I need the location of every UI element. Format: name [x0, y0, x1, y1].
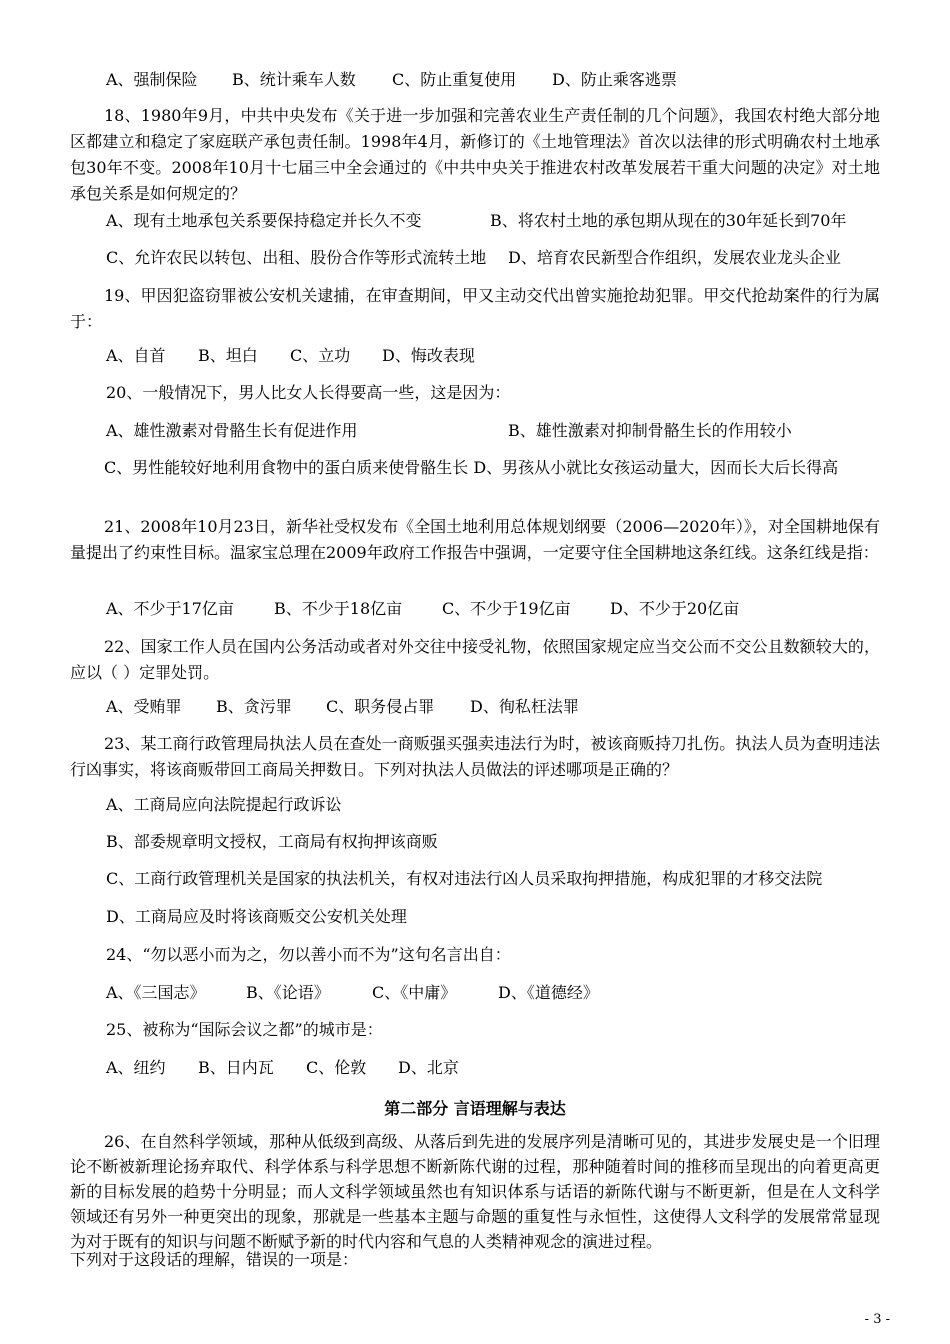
option: D、《道德经》: [498, 983, 599, 1002]
option: C、防止重复使用: [392, 70, 517, 89]
question-25: 25、被称为“国际会议之都”的城市是：: [106, 1020, 383, 1039]
question-19: 19、甲因犯盗窃罪被公安机关逮捕，在审查期间，甲又主动交代出曾实施抢劫犯罪。甲交代抢劫案件的行为属于：: [70, 286, 880, 331]
q18-option-a: A、现有土地承包关系要保持稳定并长久不变: [106, 211, 422, 230]
q19-options: [106, 346, 475, 366]
option: D、徇私枉法罪: [470, 697, 579, 716]
q17-options: [106, 70, 677, 90]
page-number: - 3 -: [864, 1312, 890, 1327]
option: A、《三国志》: [106, 983, 206, 1002]
option: D、北京: [398, 1058, 459, 1077]
question-21: 21、2008年10月23日，新华社受权发布《全国土地利用总体规划纲要（2006—2020年）》，对全国耕地保有量提出了约束性目标。温家宝总理在2009年政府工作报告中强调，一定要守住全国耕地这条红线。这条红线是指：: [70, 517, 880, 562]
q25-options: [106, 1058, 459, 1078]
option: C、职务侵占罪: [326, 697, 435, 716]
option: C、不少于19亿亩: [442, 599, 571, 618]
option: A、不少于17亿亩: [106, 599, 234, 618]
question-23: 23、某工商行政管理局执法人员在查处一商贩强买强卖违法行为时，被该商贩持刀扎伤。执法人员为查明违法行凶事实，将该商贩带回工商局关押数日。下列对执法人员做法的评述哪项是正确的？: [70, 734, 880, 779]
question-22: 22、国家工作人员在国内公务活动或者对外交往中接受礼物，依照国家规定应当交公而不交公且数额较大的，应以（ ）定罪处罚。: [70, 637, 880, 682]
q20-option-b: B、雄性激素对抑制骨骼生长的作用较小: [508, 421, 792, 440]
option: A、强制保险: [106, 70, 198, 89]
option: C、立功: [290, 346, 351, 365]
option: B、坦白: [198, 346, 258, 365]
q23-option-d: D、工商局应及时将该商贩交公安机关处理: [106, 907, 407, 926]
question-18: 18、1980年9月，中共中央发布《关于进一步加强和完善农业生产责任制的几个问题》，我国农村绝大部分地区都建立和稳定了家庭联产承包责任制。1998年4月，新修订的《土地管理法》首次以法律的形式明确农村土地承包30年不变。2008年10月十七届三中全会通过的《中共中央关于推进农村改革发展若干重大问题的决定》对土地承包关系是如何规定的？: [70, 106, 880, 203]
option: A、受贿罪: [106, 697, 182, 716]
section-heading: 第二部分 言语理解与表达: [384, 1099, 566, 1118]
q18-option-c: C、允许农民以转包、出租、股份合作等形式流转土地: [106, 248, 487, 267]
option: D、悔改表现: [382, 346, 475, 365]
q18-option-d: D、培育农民新型合作组织，发展农业龙头企业: [508, 248, 841, 267]
option: B、日内瓦: [198, 1058, 274, 1077]
question-24: 24、“勿以恶小而为之，勿以善小而不为”这句名言出自：: [106, 945, 511, 964]
question-26: 26、在自然科学领域，那种从低级到高级、从落后到先进的发展序列是清晰可见的，其进步发展史是一个旧理论不断被新理论扬弃取代、科学体系与科学思想不断新陈代谢的过程，那种随着时间的推移而呈现出的向着更高更新的目标发展的趋势十分明显；而人文科学领域虽然也有知识体系与话语的新陈代谢与不断更新，但是在人文科学领域还有另外一种更突出的现象，那就是一些基本主题与命题的重复性与永恒性，这使得人文科学的发展常常显现为对于既有的知识与问题不断赋予新的时代内容和气息的人类精神观念的演进过程。: [70, 1132, 880, 1251]
option: B、贪污罪: [216, 697, 292, 716]
q20-options-cd: C、男性能较好地利用食物中的蛋白质来使骨骼生长 D、男孩从小就比女孩运动量大，因而长大后长得高: [104, 458, 839, 477]
option: A、纽约: [106, 1058, 166, 1077]
option: C、伦敦: [306, 1058, 367, 1077]
option: B、《论语》: [246, 983, 330, 1002]
option: C、《中庸》: [372, 983, 457, 1002]
option: D、不少于20亿亩: [610, 599, 740, 618]
q21-options: [106, 599, 739, 619]
question-26-prompt: 下列对于这段话的理解，错误的一项是：: [70, 1250, 359, 1269]
option: B、统计乘车人数: [232, 70, 356, 89]
option: A、自首: [106, 346, 166, 365]
q23-option-a: A、工商局应向法院提起行政诉讼: [106, 795, 342, 814]
q18-option-b: B、将农村土地的承包期从现在的30年延长到70年: [490, 211, 847, 230]
q20-option-a: A、雄性激素对骨骼生长有促进作用: [106, 421, 358, 440]
q23-option-b: B、部委规章明文授权，工商局有权拘押该商贩: [106, 832, 438, 851]
option: D、防止乘客逃票: [552, 70, 677, 89]
option: B、不少于18亿亩: [274, 599, 403, 618]
question-20: 20、一般情况下，男人比女人长得要高一些，这是因为：: [106, 383, 511, 402]
q24-options: [106, 983, 599, 1003]
q22-options: [106, 697, 579, 717]
q23-option-c: C、工商行政管理机关是国家的执法机关，有权对违法行凶人员采取拘押措施，构成犯罪的才移交法院: [106, 869, 823, 888]
